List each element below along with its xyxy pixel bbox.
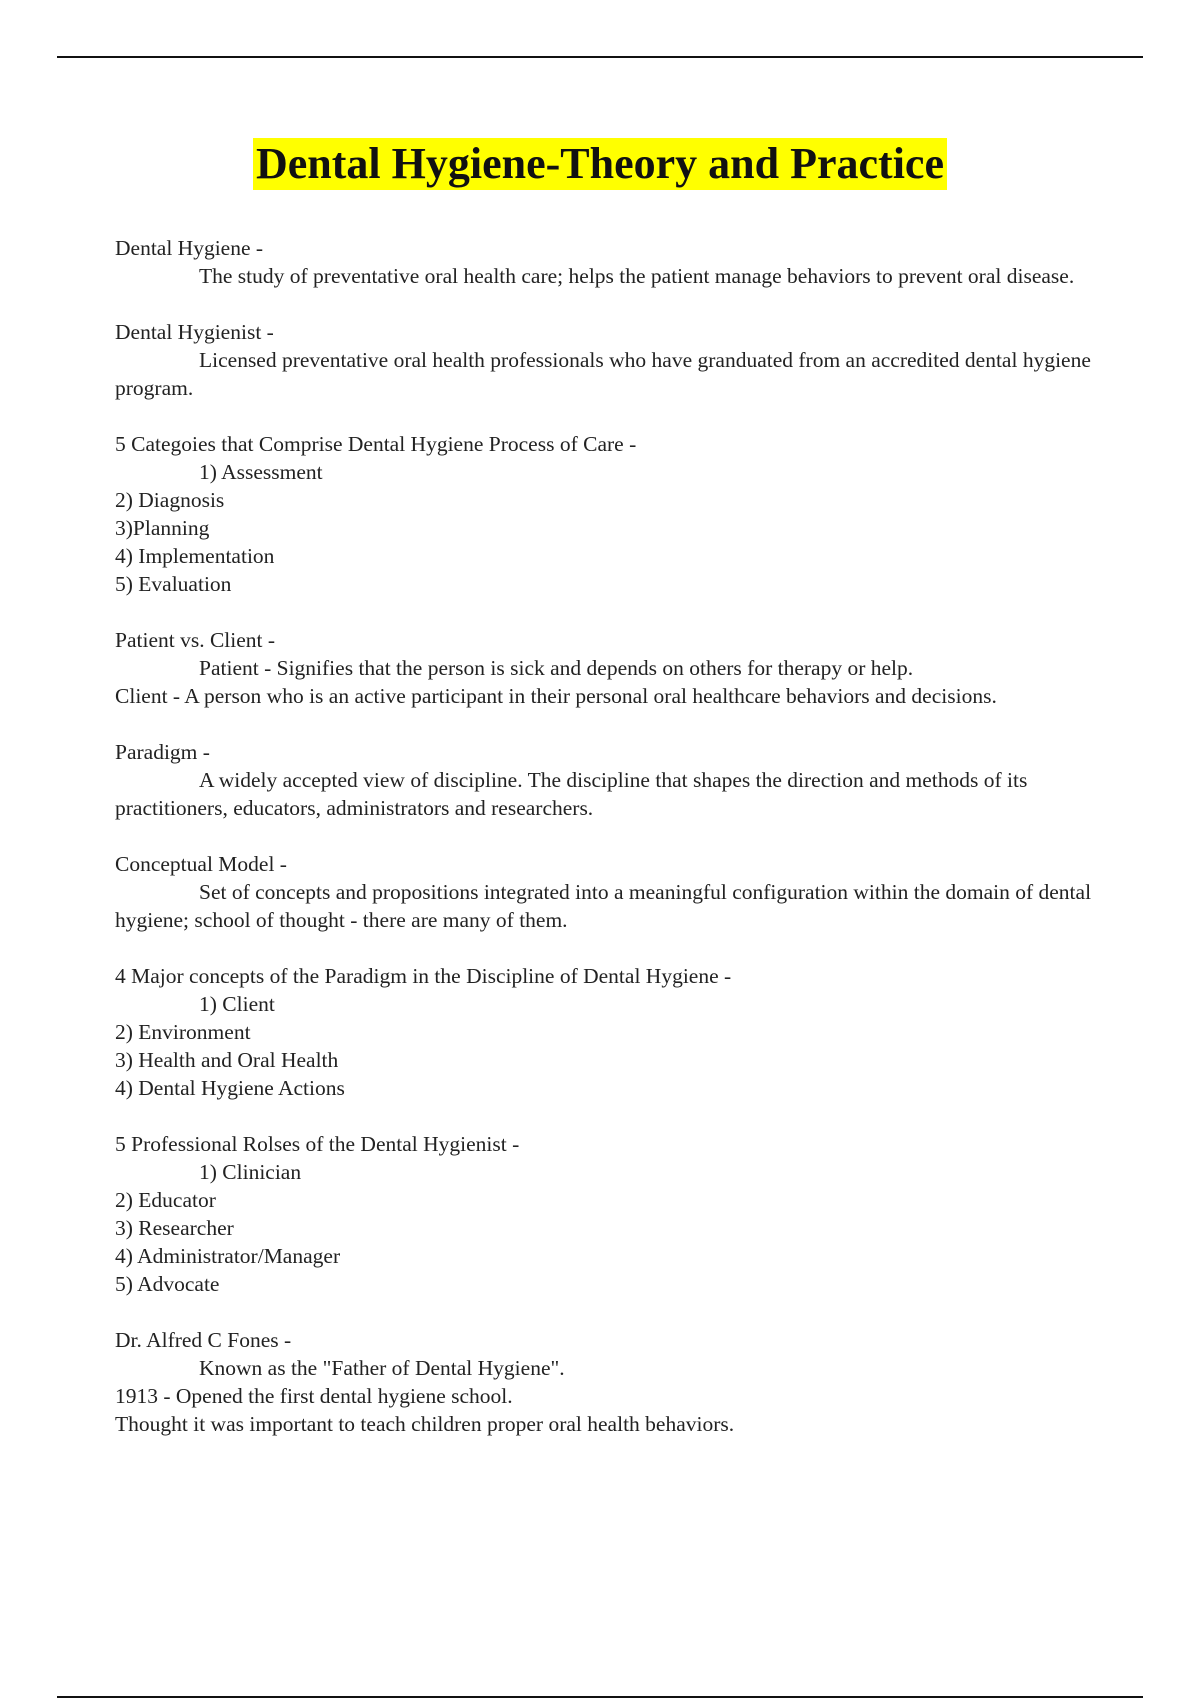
- entry-definition: Licensed preventative oral health professionals who have granduated from an accredited dental hygiene program.: [115, 348, 1091, 400]
- entry-term: Dental Hygienist -: [115, 320, 274, 344]
- entry-definition: Set of concepts and propositions integrated into a meaningful configuration within the domain of dental hygiene; school of thought - there are many of them.: [115, 880, 1092, 932]
- entry-major-concepts: [115, 962, 1115, 1102]
- entry-line: 3)Planning: [115, 516, 210, 540]
- entry-term: Patient vs. Client -: [115, 628, 276, 652]
- entry-patient-vs-client: [115, 626, 1115, 710]
- entry-line: 3) Researcher: [115, 1216, 234, 1240]
- entry-line: 4) Administrator/Manager: [115, 1244, 341, 1268]
- entry-line: 2) Educator: [115, 1188, 216, 1212]
- entry-line: 4) Implementation: [115, 544, 275, 568]
- entry-line: 5) Evaluation: [115, 572, 232, 596]
- entry-line: 2) Environment: [115, 1020, 251, 1044]
- entry-line: Thought it was important to teach children proper oral health behaviors.: [115, 1412, 735, 1436]
- entry-alfred-fones: [115, 1326, 1115, 1438]
- entry-definition: 1) Client: [199, 992, 275, 1016]
- document-title: Dental Hygiene-Theory and Practice: [253, 138, 947, 190]
- entry-line: 1913 - Opened the first dental hygiene school.: [115, 1384, 513, 1408]
- bottom-divider: [57, 1696, 1143, 1698]
- entry-definition: A widely accepted view of discipline. The discipline that shapes the direction and methods of its practitioners, educators, administrators and researchers.: [115, 768, 1028, 820]
- entry-term: 4 Major concepts of the Paradigm in the Discipline of Dental Hygiene -: [115, 964, 732, 988]
- entry-term: 5 Categoies that Comprise Dental Hygiene Process of Care -: [115, 432, 637, 456]
- entry-line: 5) Advocate: [115, 1272, 220, 1296]
- flashcard-list: [115, 234, 1115, 1466]
- entry-term: Paradigm -: [115, 740, 210, 764]
- title-container: [0, 138, 1200, 190]
- entry-conceptual-model: [115, 850, 1115, 934]
- entry-term: Dr. Alfred C Fones -: [115, 1328, 292, 1352]
- entry-dental-hygienist: [115, 318, 1115, 402]
- entry-line: 4) Dental Hygiene Actions: [115, 1076, 345, 1100]
- entry-paradigm: [115, 738, 1115, 822]
- entry-line: 3) Health and Oral Health: [115, 1048, 339, 1072]
- entry-term: Conceptual Model -: [115, 852, 287, 876]
- entry-definition: The study of preventative oral health care; helps the patient manage behaviors to prevent oral disease.: [199, 264, 1075, 288]
- entry-definition: 1) Clinician: [199, 1160, 302, 1184]
- entry-line: Client - A person who is an active participant in their personal oral healthcare behaviors and decisions.: [115, 684, 997, 708]
- entry-professional-roles: [115, 1130, 1115, 1298]
- entry-process-of-care: [115, 430, 1115, 598]
- entry-line: 2) Diagnosis: [115, 488, 225, 512]
- entry-definition: 1) Assessment: [199, 460, 323, 484]
- entry-definition: Known as the "Father of Dental Hygiene".: [199, 1356, 565, 1380]
- entry-term: 5 Professional Rolses of the Dental Hygienist -: [115, 1132, 520, 1156]
- entry-dental-hygiene: [115, 234, 1115, 290]
- entry-definition: Patient - Signifies that the person is sick and depends on others for therapy or help.: [199, 656, 914, 680]
- entry-term: Dental Hygiene -: [115, 236, 264, 260]
- top-divider: [57, 56, 1143, 58]
